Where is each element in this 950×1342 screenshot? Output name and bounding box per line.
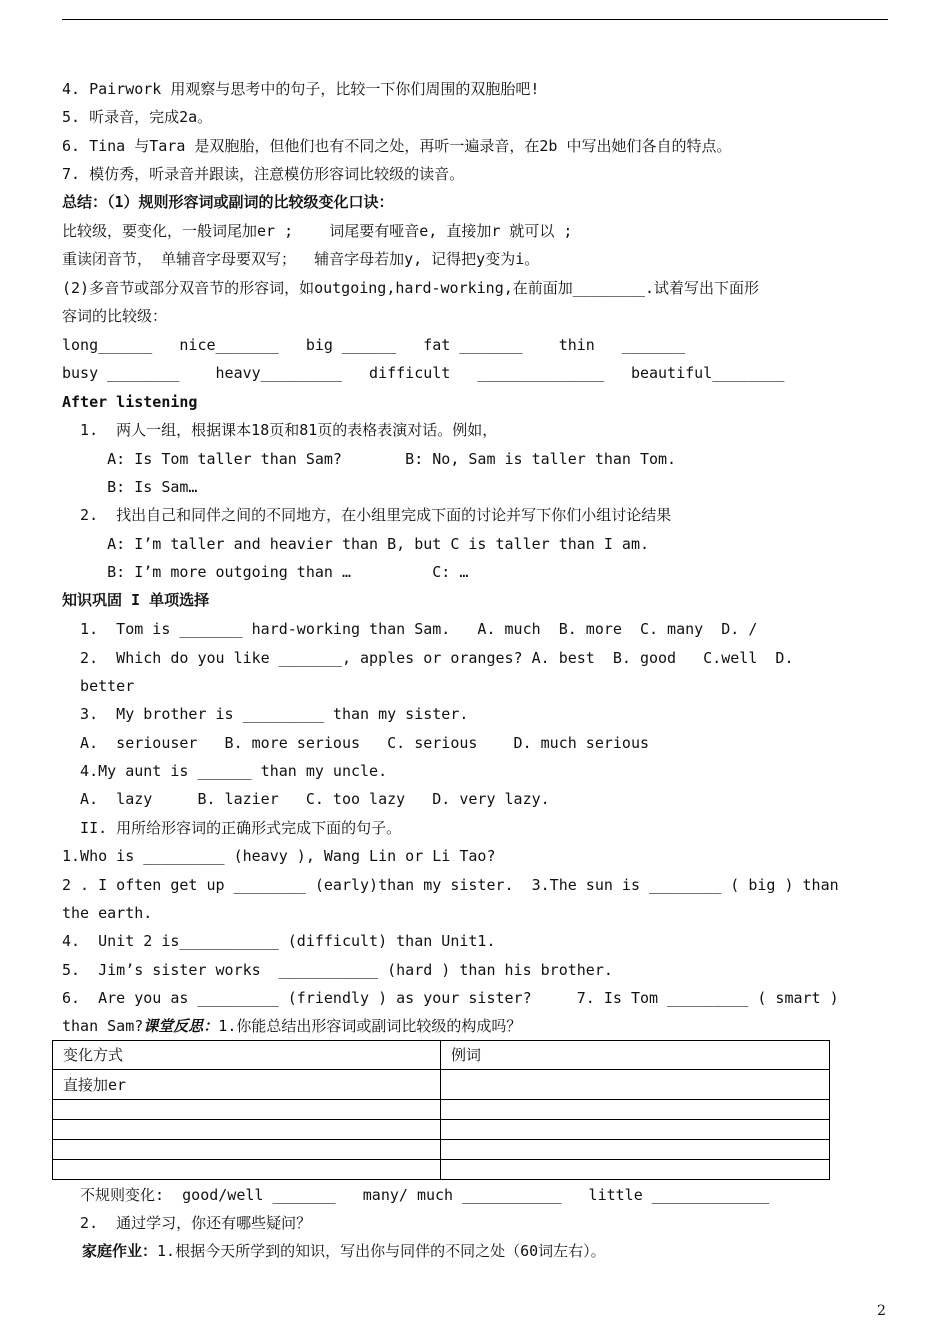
text-line: 5. 听录音，完成2a。 (62, 108, 213, 126)
text-line: 重读闭音节， 单辅音字母要双写； 辅音字母若加y, 记得把y变为i。 (62, 250, 540, 268)
text-line: 6. Tina 与Tara 是双胞胎，但他们也有不同之处，再听一遍录音，在2b 中写出她们各自的特点。 (62, 137, 732, 155)
summary-heading: 总结：（1）规则形容词或副词的比较级变化口诀： (62, 193, 394, 211)
text-line: 4. Pairwork 用观察与思考中的句子，比较一下你们周围的双胞胎吧! (62, 80, 540, 98)
table-row (53, 1119, 829, 1120)
page-number: 2 (877, 1303, 886, 1319)
text-line: long______ nice_______ big ______ fat _______ thin _______ (62, 336, 686, 354)
text-line: 1. Tom is _______ hard-working than Sam. A. much B. more C. many D. / (62, 620, 758, 638)
text-line: A. lazy B. lazier C. too lazy D. very lazy. (62, 790, 550, 808)
homework-label: 家庭作业： (82, 1242, 158, 1260)
text-line: 比较级，要变化，一般词尾加er ; 词尾要有哑音e, 直接加r 就可以 ; (62, 222, 573, 240)
table-header-cell: 例词 (451, 1046, 482, 1064)
table-row (53, 1099, 829, 1100)
table-row (53, 1139, 829, 1140)
text-line: 1.Who is _________ (heavy ), Wang Lin or Li Tao? (62, 847, 496, 865)
question-line: 2. 通过学习，你还有哪些疑问？ (62, 1214, 312, 1232)
comparison-table (52, 1040, 830, 1180)
table-header-cell: 变化方式 (63, 1046, 124, 1064)
reflection-question: 1.你能总结出形容词或副词比较级的构成吗？ (218, 1017, 522, 1035)
section-heading: After listening (62, 393, 198, 411)
homework-line (82, 1241, 606, 1261)
text-line: 3. My brother is _________ than my sister. (62, 705, 469, 723)
text-line: 7. 模仿秀，听录音并跟读，注意模仿形容词比较级的读音。 (62, 165, 465, 183)
table-row (53, 1159, 829, 1160)
text-line: B: I’m more outgoing than … C: … (62, 563, 469, 581)
reflection-title: 课堂反思： (143, 1017, 219, 1035)
text-line: 4.My aunt is ______ than my uncle. (62, 762, 388, 780)
text-line: II. 用所给形容词的正确形式完成下面的句子。 (62, 819, 402, 837)
text-line-start: than Sam? (62, 1017, 144, 1035)
text-line: A: I’m taller and heavier than B, but C is taller than I am. (62, 535, 649, 553)
text-line: 2. 找出自己和同伴之间的不同地方，在小组里完成下面的讨论并写下你们小组讨论结果 (62, 506, 672, 524)
header-rule (62, 19, 888, 20)
section-heading: 知识巩固 I 单项选择 (62, 591, 210, 609)
homework-text: 1.根据今天所学到的知识，写出你与同伴的不同之处（60词左右）。 (157, 1242, 606, 1260)
text-line: better (62, 677, 135, 695)
text-line: (2)多音节或部分双音节的形容词，如outgoing,hard-working,在前面加________.试着写出下面形 (62, 279, 760, 297)
text-line: busy ________ heavy_________ difficult ______________ beautiful________ (62, 364, 785, 382)
text-line: B: Is Sam… (62, 478, 198, 496)
text-line: A. seriouser B. more serious C. serious D. much serious (62, 734, 649, 752)
text-line: 4. Unit 2 is___________ (difficult) than Unit1. (62, 932, 496, 950)
text-line: A: Is Tom taller than Sam? B: No, Sam is taller than Tom. (62, 450, 677, 468)
text-line: the earth. (62, 904, 153, 922)
table-cell: 直接加er (63, 1076, 127, 1094)
irregular-line: 不规则变化: good/well _______ many/ much ___________ little _____________ (62, 1186, 770, 1204)
text-line: 6. Are you as _________ (friendly ) as your sister? 7. Is Tom _________ ( smart ) (62, 989, 839, 1007)
text-line: 5. Jim’s sister works ___________ (hard ) than his brother. (62, 961, 613, 979)
text-line: 1. 两人一组，根据课本18页和81页的表格表演对话。例如， (62, 421, 498, 439)
text-line (62, 1016, 521, 1036)
text-line: 容词的比较级： (62, 307, 168, 325)
text-line: 2. Which do you like _______, apples or oranges? A. best B. good C.well D. (62, 649, 794, 667)
text-line: 2 . I often get up ________ (early)than my sister. 3.The sun is ________ ( big ) than (62, 876, 839, 894)
table-row (53, 1069, 829, 1070)
